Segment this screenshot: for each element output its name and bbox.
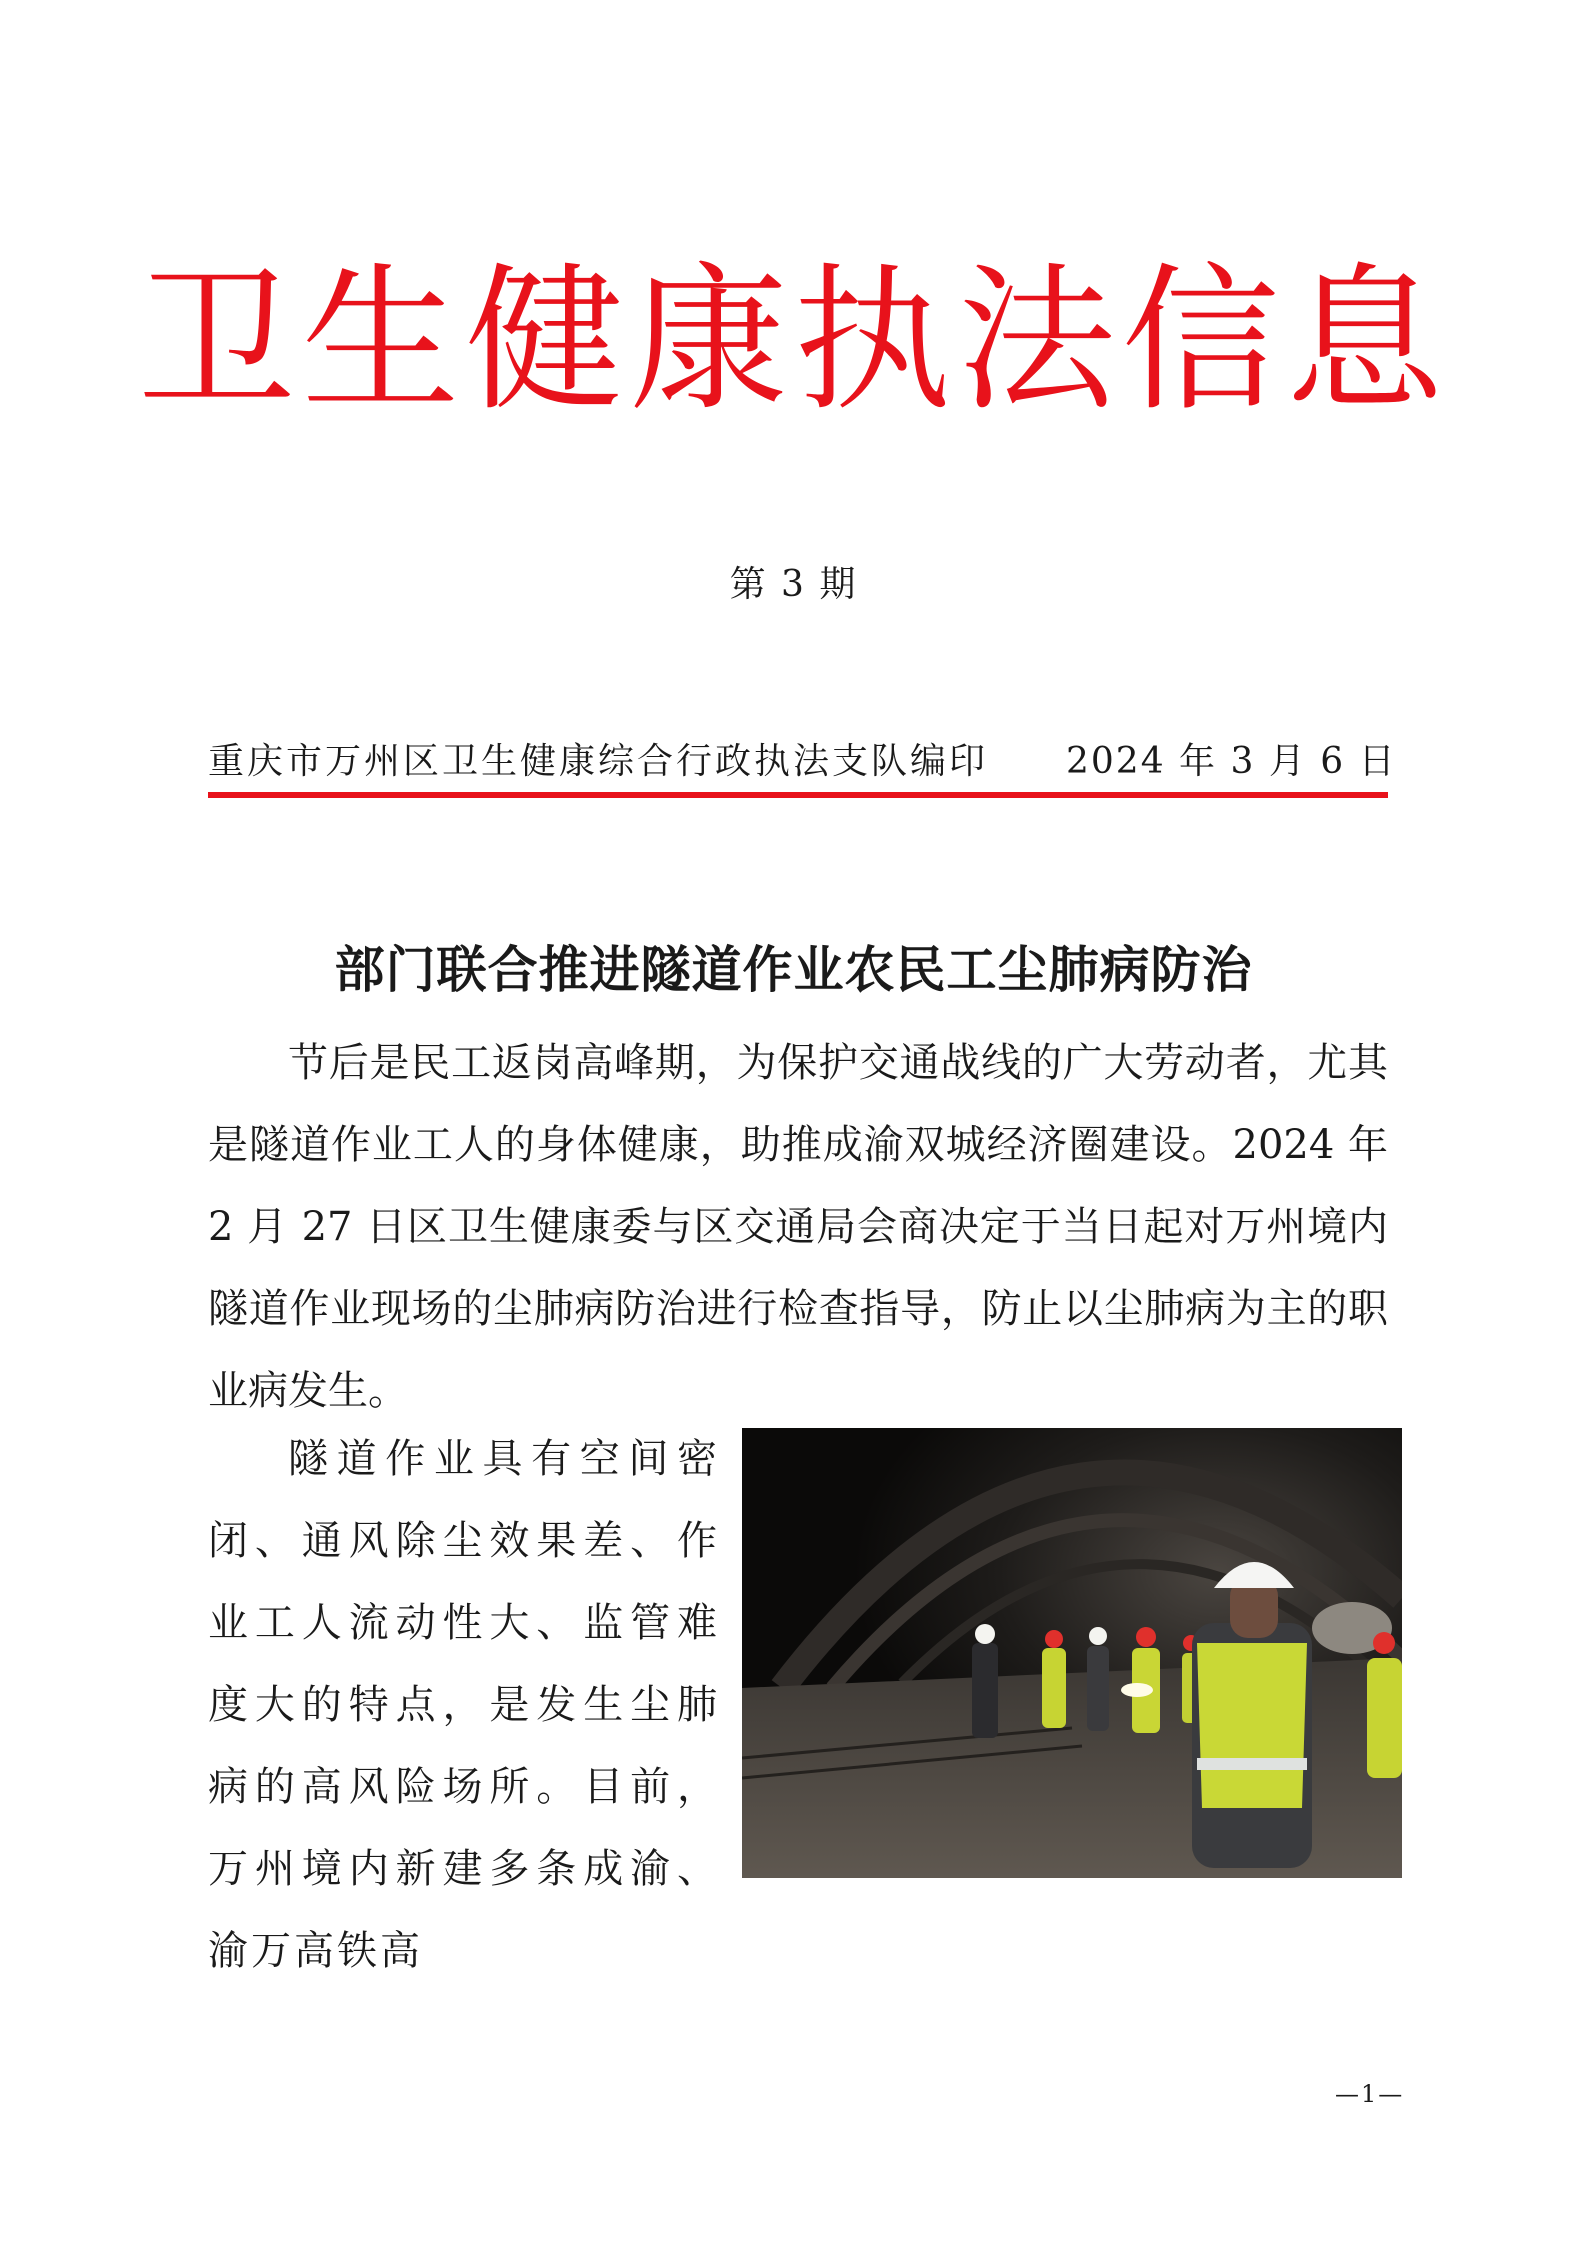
tunnel-inspection-photo [742,1428,1402,1878]
red-divider [208,792,1388,798]
article-paragraph: 隧道作业具有空间密闭、通风除尘效果差、作业工人流动性大、监管难度大的特点，是发生尘肺病的高风险场所。目前，万州境内新建多条成渝、渝万高铁高 [208,1436,720,1974]
publisher-line [208,741,1397,782]
article-headline: 部门联合推进隧道作业农民工尘肺病防治 [334,939,1253,999]
publisher-organization: 重庆市万州区卫生健康综合行政执法支队编印 [208,741,989,782]
masthead-title: 卫生健康执法信息 [137,249,1450,433]
page-number: —1— [1335,2080,1405,2108]
publish-date: 2024 年 3 月 6 日 [1066,741,1397,782]
article-paragraph: 节后是民工返岗高峰期，为保护交通战线的广大劳动者，尤其是隧道作业工人的身体健康，助推成渝双城经济圈建设。2024 年 2 月 27 日区卫生健康委与区交通局会商决定于当日起对万州境内隧道作业现场的尘肺病防治进行检查指导，防止以尘肺病为主的职业病发生。 [208,1040,1388,1414]
issue-number: 第 3 期 [729,564,858,605]
